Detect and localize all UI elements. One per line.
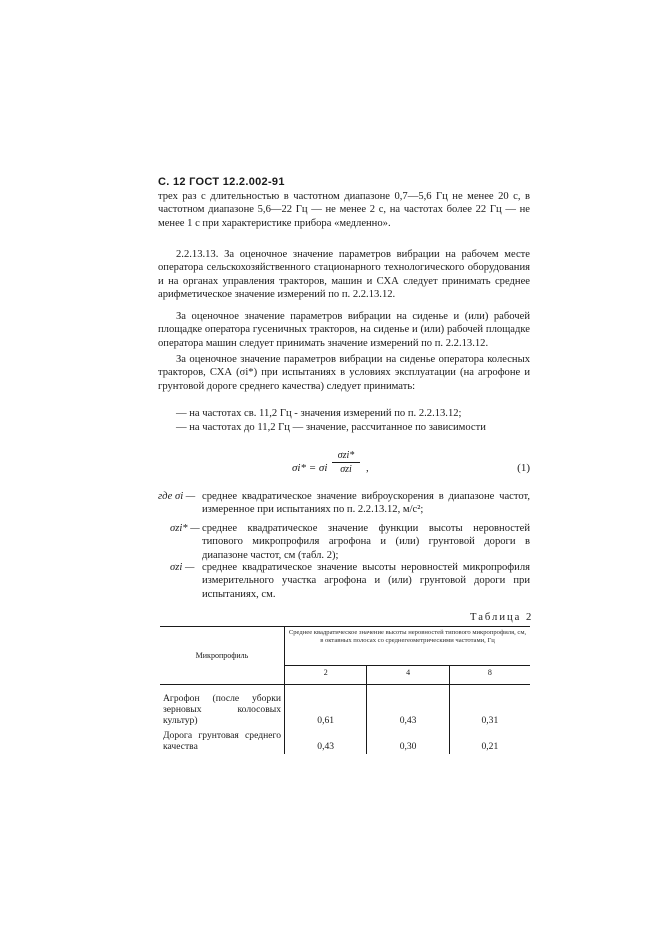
paragraph-3: За оценочное значение параметров вибрации на сиденье и (или) рабочей площадке оператора гусеничных тракторов, на сиденье и (или) рабочей площадке оператора машин следует принимать значение измерений по п. 2.2.13.12. [158,311,530,349]
paragraph-6: — на частотах до 11,2 Гц — значение, рассчитанное по зависимости [176,422,486,433]
cell-value: 0,43 [285,728,367,754]
formula-lhs: σi* = σi [292,462,328,474]
cell-value: 0,30 [367,728,449,754]
table-row [160,685,530,729]
table-row [160,728,530,754]
paragraph-5: — на частотах св. 11,2 Гц - значения измерений по п. 2.2.13.12; [176,408,462,419]
table-2 [160,626,530,754]
definition-text: среднее квадратическое значение виброускорения в диапазоне частот, измеренное при испытаниях по п. 2.2.13.12, м/с²; [202,491,530,516]
paragraph-1: трех раз с длительностью в частотном диапазоне 0,7—5,6 Гц не менее 20 с, в частотном диапазоне 5,6—22 Гц — не менее 2 с, на частотах более 22 Гц — не менее 1 с при характеристике прибора «медленно». [158,191,530,229]
cell-value: 0,21 [449,728,530,754]
formula-number: (1) [517,462,530,474]
definition-symbol: σzi* — [170,523,200,534]
paragraph-4: За оценочное значение параметров вибрации на сиденье оператора колесных тракторов, СХА (σi*) при испытаниях в условиях эксплуатации (на агрофоне и грунтовой дороге среднего качества) следует принимать: [158,354,530,392]
definition-3 [158,561,530,601]
table-title: Таблица 2 [470,612,534,623]
paragraph-2: 2.2.13.13. За оценочное значение параметров вибрации на рабочем месте оператора сельскохозяйственного стационарного технологического оборудования и на органах управления тракторов, машин и СХА следует принимать среднее арифметическое значение измерений по п. 2.2.13.12. [158,249,530,300]
row-name: Агрофон (после уборки зерновых колосовых культур) [163,693,281,726]
formula-fraction [332,450,360,475]
row-name: Дорога грунтовая среднего качества [163,730,281,752]
cell-value: 0,61 [285,685,367,729]
formula-1 [258,448,530,488]
formula-denominator: σzi [340,464,352,475]
page-header: С. 12 ГОСТ 12.2.002-91 [158,176,285,188]
col-head-left: Микропрофиль [160,627,285,685]
definition-symbol: σzi — [170,562,195,573]
cell-value: 0,31 [449,685,530,729]
cell-value: 0,43 [367,685,449,729]
definition-text: среднее квадратическое значение высоты неровностей микропрофиля измерительного участка агрофона и (или) грунтовой дороги при испытаниях, см. [202,562,530,600]
definition-2 [158,522,530,562]
col-head-group: Среднее квадратическое значение высоты неровностей типового микропрофиля, см, в октавных полосах со среднегеометрическими частотами, Гц [285,627,531,666]
definition-text: среднее квадратическое значение функции высоты неровностей типового микропрофиля агрофона и (или) грунтовой дороги в диапазоне частот, см (табл. 2); [202,523,530,561]
definition-symbol: где σi — [158,491,196,502]
formula-comma: , [366,462,369,474]
freq-2: 2 [285,666,367,685]
formula-numerator: σzi* [332,450,360,463]
freq-4: 4 [367,666,449,685]
freq-8: 8 [449,666,530,685]
